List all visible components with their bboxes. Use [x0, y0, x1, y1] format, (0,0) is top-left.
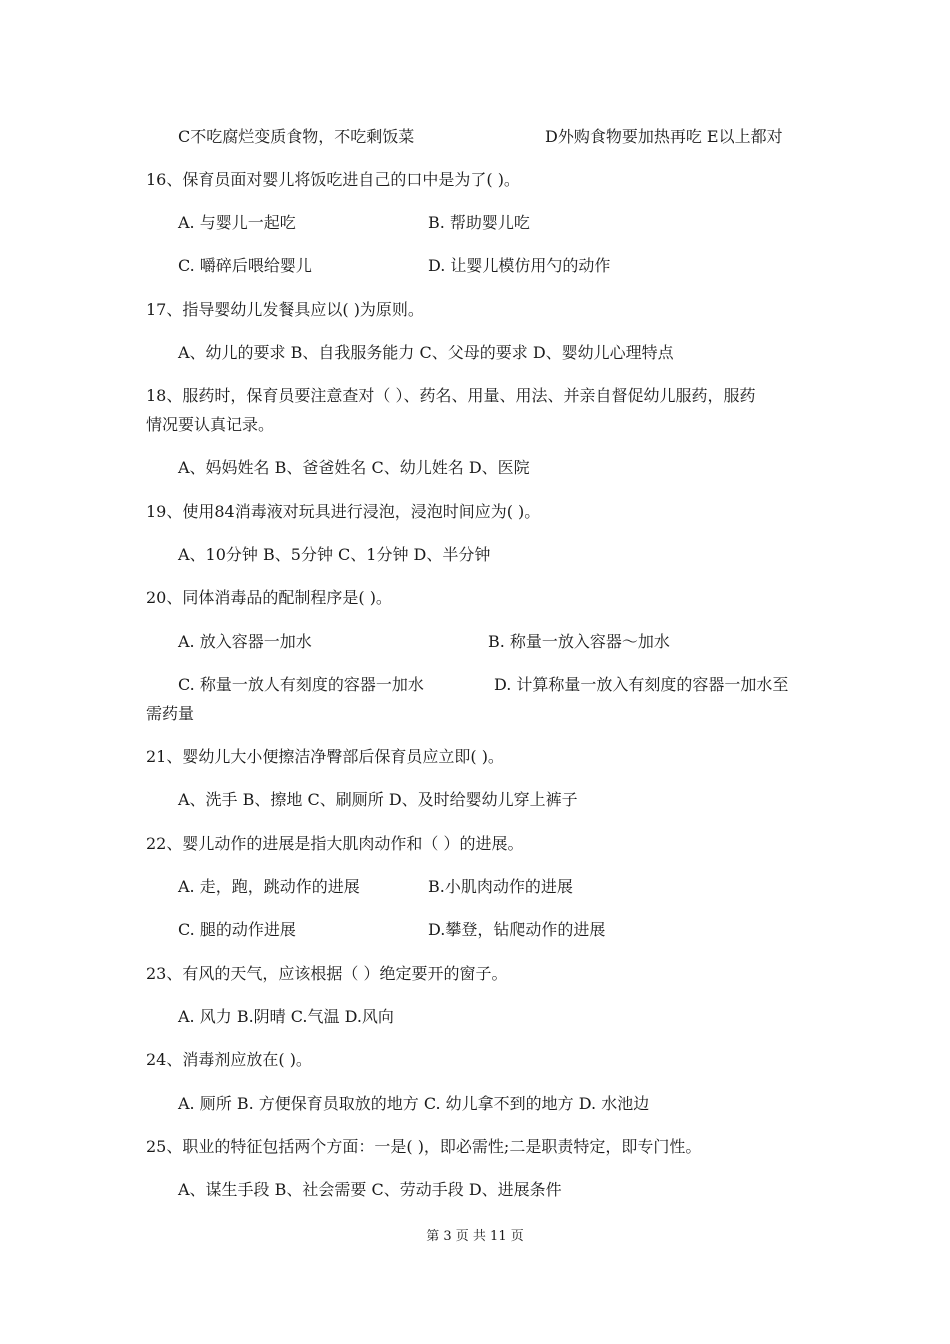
- q17-stem: 17、指导婴幼儿发餐具应以( )为原则。: [146, 300, 424, 319]
- q15-option-d: D外购食物要加热再吃 E以上都对: [545, 127, 783, 146]
- q17-options: A、幼儿的要求 B、自我服务能力 C、父母的要求 D、婴幼儿心理特点: [178, 343, 674, 362]
- q15-option-c: C不吃腐烂变质食物，不吃剩饭菜: [178, 127, 415, 146]
- q16-option-b: B. 帮助婴儿吃: [428, 213, 530, 232]
- q22-stem: 22、婴儿动作的进展是指大肌肉动作和（ ）的进展。: [146, 834, 524, 853]
- q18-stem-line1: 18、服药时，保育员要注意查对（ ）、药名、用量、用法、并亲自督促幼儿服药，服药: [146, 386, 756, 405]
- q20-option-d-continued: 需药量: [146, 704, 195, 723]
- q20-stem: 20、同体消毒品的配制程序是( )。: [146, 588, 392, 607]
- q19-options: A、10分钟 B、5分钟 C、1分钟 D、半分钟: [178, 545, 491, 564]
- q22-option-b: B.小肌肉动作的进展: [428, 877, 573, 896]
- q16-option-a: A. 与婴儿一起吃: [178, 213, 296, 232]
- page-number-footer: 第 3 页 共 11 页: [426, 1229, 524, 1244]
- q16-option-c: C. 嚼碎后喂给婴儿: [178, 256, 312, 275]
- q22-option-c: C. 腿的动作进展: [178, 920, 296, 939]
- q16-option-d: D. 让婴儿模仿用勺的动作: [428, 256, 611, 275]
- q21-options: A、洗手 B、擦地 C、刷厕所 D、及时给婴幼儿穿上裤子: [178, 790, 578, 809]
- q20-option-c: C. 称量一放人有刻度的容器一加水: [178, 675, 424, 694]
- q25-stem: 25、职业的特征包括两个方面：一是( )，即必需性;二是职责特定，即专门性。: [146, 1137, 702, 1156]
- q20-option-b: B. 称量一放入容器～加水: [488, 632, 670, 651]
- q23-options: A. 风力 B.阴晴 C.气温 D.风向: [178, 1007, 394, 1026]
- q16-stem: 16、保育员面对婴儿将饭吃进自己的口中是为了( )。: [146, 170, 520, 189]
- q22-option-a: A. 走，跑，跳动作的进展: [178, 877, 360, 896]
- q18-options: A、妈妈姓名 B、爸爸姓名 C、幼儿姓名 D、医院: [178, 458, 530, 477]
- q18-stem-line2: 情况要认真记录。: [146, 415, 275, 434]
- q20-option-a: A. 放入容器一加水: [178, 632, 312, 651]
- q22-option-d: D.攀登，钻爬动作的进展: [428, 920, 606, 939]
- q23-stem: 23、有风的天气，应该根据（ ）绝定要开的窗子。: [146, 964, 508, 983]
- q25-options: A、谋生手段 B、社会需要 C、劳动手段 D、进展条件: [178, 1180, 562, 1199]
- q24-options: A. 厕所 B. 方便保育员取放的地方 C. 幼儿拿不到的地方 D. 水池边: [178, 1094, 650, 1113]
- q24-stem: 24、消毒剂应放在( )。: [146, 1050, 312, 1069]
- q19-stem: 19、使用84消毒液对玩具进行浸泡，浸泡时间应为( )。: [146, 502, 541, 521]
- q21-stem: 21、婴幼儿大小便擦洁净臀部后保育员应立即( )。: [146, 747, 504, 766]
- q20-option-d: D. 计算称量一放入有刻度的容器一加水至: [494, 675, 789, 694]
